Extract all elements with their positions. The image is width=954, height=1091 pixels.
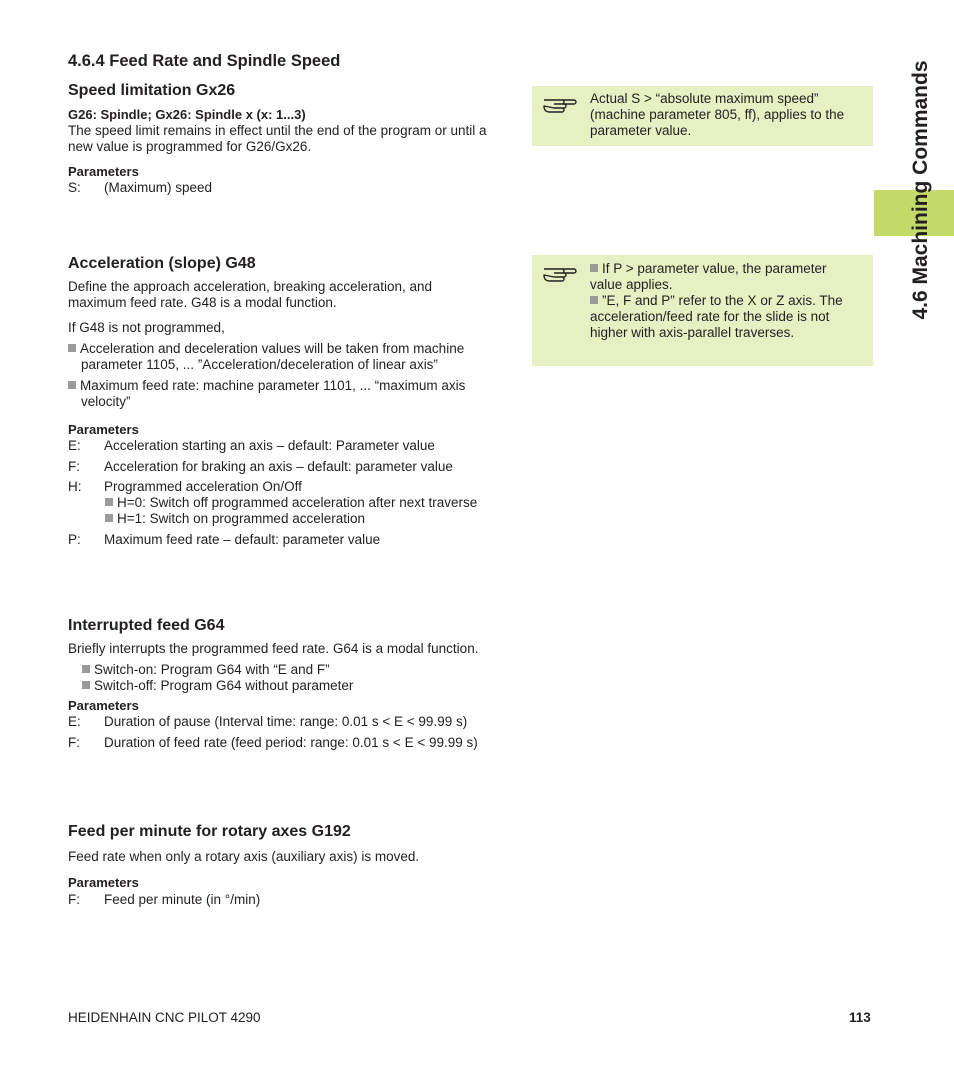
acceleration-body-2: maximum feed rate. G48 is a modal function. <box>68 295 337 310</box>
rotary-body: Feed rate when only a rotary axis (auxiliary axis) is moved. <box>68 849 420 864</box>
acceleration-heading: Acceleration (slope) G48 <box>68 255 256 272</box>
bullet-square-icon <box>590 296 598 304</box>
pointing-hand-icon <box>542 263 578 283</box>
param-key: P: <box>68 532 81 547</box>
note-line-text: ”E, F and P” refer to the X or Z axis. The <box>602 293 843 308</box>
param-key: F: <box>68 735 80 750</box>
list-item <box>68 341 464 357</box>
list-item <box>82 662 330 678</box>
list-item-text: Switch-off: Program G64 without parameter <box>94 678 354 693</box>
param-value: Duration of feed rate (feed period: range: 0.01 s < E < 99.99 s) <box>104 735 478 750</box>
pointing-hand-icon <box>542 94 578 114</box>
speed-limit-body-1: The speed limit remains in effect until the end of the program or until a <box>68 123 487 138</box>
bullet-square-icon <box>590 264 598 272</box>
section-heading: 4.6.4 Feed Rate and Spindle Speed <box>68 52 341 70</box>
param-key: F: <box>68 892 80 907</box>
param-value: Maximum feed rate – default: parameter value <box>104 532 381 547</box>
bullet-square-icon <box>68 344 76 352</box>
note-line <box>590 293 865 309</box>
speed-limit-subheading: G26: Spindle; Gx26: Spindle x (x: 1...3) <box>68 107 306 122</box>
acceleration-if-text: If G48 is not programmed, <box>68 320 225 335</box>
param-key: H: <box>68 479 82 494</box>
option-text: H=0: Switch off programmed acceleration after next traverse <box>117 495 478 510</box>
list-item-cont: velocity” <box>81 394 131 409</box>
param-key: E: <box>68 438 81 453</box>
acceleration-body-1: Define the approach acceleration, breaking acceleration, and <box>68 279 432 294</box>
speed-limit-body-2: new value is programmed for G26/Gx26. <box>68 139 312 154</box>
interrupted-heading: Interrupted feed G64 <box>68 617 225 634</box>
bullet-square-icon <box>105 514 113 522</box>
param-key: E: <box>68 714 81 729</box>
param-key: F: <box>68 459 80 474</box>
note-box <box>532 86 873 146</box>
footer-manual-title: HEIDENHAIN CNC PILOT 4290 <box>68 1010 261 1025</box>
chapter-title: 4.6 Machining Commands <box>909 60 932 320</box>
interrupted-body: Briefly interrupts the programmed feed rate. G64 is a modal function. <box>68 641 479 656</box>
option-item <box>105 511 365 527</box>
option-item <box>105 495 477 511</box>
acceleration-params-label: Parameters <box>68 422 139 437</box>
note-line: parameter value. <box>590 123 692 138</box>
note-line: (machine parameter 805, ff), applies to the <box>590 107 845 122</box>
page-number: 113 <box>849 1010 871 1025</box>
note-line: Actual S > “absolute maximum speed” <box>590 91 819 106</box>
note-box <box>532 255 873 366</box>
note-line: higher with axis-parallel traverses. <box>590 325 795 340</box>
param-value: Programmed acceleration On/Off <box>104 479 302 494</box>
list-item-text: Maximum feed rate: machine parameter 1101, ... “maximum axis <box>80 378 466 393</box>
list-item-text: Switch-on: Program G64 with “E and F” <box>94 662 330 677</box>
list-item <box>68 378 465 394</box>
bullet-square-icon <box>82 665 90 673</box>
list-item <box>82 678 353 694</box>
param-value: Feed per minute (in °/min) <box>104 892 261 907</box>
speed-limit-heading: Speed limitation Gx26 <box>68 82 236 99</box>
param-value: (Maximum) speed <box>104 180 213 195</box>
bullet-square-icon <box>68 381 76 389</box>
note-line-text: If P > parameter value, the parameter <box>602 261 827 276</box>
param-value: Acceleration for braking an axis – default: parameter value <box>104 459 453 474</box>
list-item-text: Acceleration and deceleration values will be taken from machine <box>80 341 465 356</box>
rotary-heading: Feed per minute for rotary axes G192 <box>68 823 351 840</box>
note-line: acceleration/feed rate for the slide is not <box>590 309 830 324</box>
interrupted-params-label: Parameters <box>68 698 139 713</box>
note-line: value applies. <box>590 277 673 292</box>
note-line <box>590 261 865 277</box>
bullet-square-icon <box>82 681 90 689</box>
speed-limit-params-label: Parameters <box>68 164 139 179</box>
param-value: Duration of pause (Interval time: range: 0.01 s < E < 99.99 s) <box>104 714 468 729</box>
list-item-cont: parameter 1105, ... ”Acceleration/deceleration of linear axis” <box>81 357 438 372</box>
rotary-params-label: Parameters <box>68 875 139 890</box>
option-text: H=1: Switch on programmed acceleration <box>117 511 365 526</box>
bullet-square-icon <box>105 498 113 506</box>
param-key: S: <box>68 180 81 195</box>
param-value: Acceleration starting an axis – default: Parameter value <box>104 438 435 453</box>
